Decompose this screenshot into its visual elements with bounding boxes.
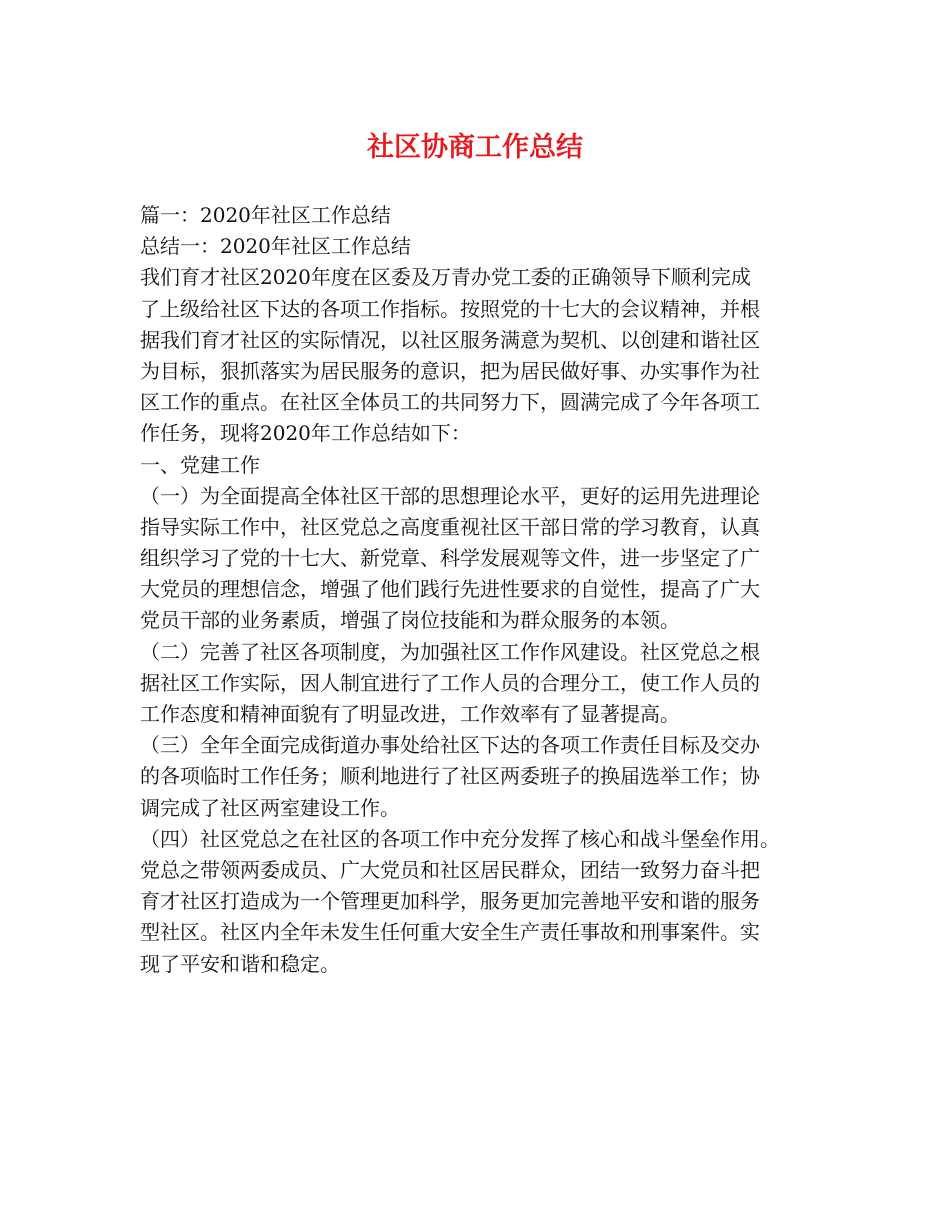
- body-line: 为目标，狠抓落实为居民服务的意识，把为居民做好事、办实事作为社: [140, 358, 760, 383]
- body-line: 工作态度和精神面貌有了明显改进，工作效率有了显著提高。: [140, 702, 680, 726]
- body-line: 区工作的重点。在社区全体员工的共同努力下，圆满完成了今年各项工: [140, 390, 760, 415]
- body-line: 调完成了社区两室建设工作。: [140, 795, 400, 820]
- body-line: 指导实际工作中，社区党总之高度重视社区干部日常的学习教育，认真: [140, 514, 760, 539]
- document-title: 社区协商工作总结: [367, 132, 583, 163]
- body-line: 总结一：2020年社区工作总结: [140, 234, 411, 259]
- body-line: 大党员的理想信念，增强了他们践行先进性要求的自觉性，提高了广大: [140, 577, 760, 602]
- body-line: 篇一：2020年社区工作总结: [140, 203, 391, 227]
- body-line: 了上级给社区下达的各项工作指标。按照党的十七大的会议精神，并根: [140, 296, 760, 321]
- body-line: 的各项临时工作任务；顺利地进行了社区两委班子的换届选举工作；协: [140, 764, 760, 789]
- body-line: （四）社区党总之在社区的各项工作中充分发挥了核心和战斗堡垒作用。: [140, 826, 780, 851]
- body-line: 据社区工作实际，因人制宜进行了工作人员的合理分工，使工作人员的: [140, 670, 760, 695]
- body-line: （二）完善了社区各项制度，为加强社区工作作风建设。社区党总之根: [140, 639, 760, 664]
- body-line: 党员干部的业务素质，增强了岗位技能和为群众服务的本领。: [140, 608, 680, 633]
- body-line: 型社区。社区内全年未发生任何重大安全生产责任事故和刑事案件。实: [140, 920, 760, 945]
- body-line: 育才社区打造成为一个管理更加科学，服务更加完善地平安和谐的服务: [140, 889, 760, 914]
- body-line: 我们育才社区2020年度在区委及万青办党工委的正确领导下顺利完成: [140, 265, 751, 290]
- body-line: 党总之带领两委成员、广大党员和社区居民群众，团结一致努力奋斗把: [140, 857, 760, 882]
- body-line: （一）为全面提高全体社区干部的思想理论水平，更好的运用先进理论: [140, 483, 760, 508]
- body-line: 据我们育才社区的实际情况，以社区服务满意为契机、以创建和谐社区: [140, 327, 760, 352]
- body-line: 现了平安和谐和稳定。: [140, 951, 340, 976]
- body-line: 一、党建工作: [140, 452, 260, 477]
- document-body: [140, 200, 830, 980]
- body-line: 组织学习了党的十七大、新党章、科学发展观等文件，进一步坚定了广: [140, 546, 760, 571]
- body-line: （三）全年全面完成街道办事处给社区下达的各项工作责任目标及交办: [140, 733, 760, 758]
- body-line: 作任务，现将2020年工作总结如下：: [140, 421, 471, 446]
